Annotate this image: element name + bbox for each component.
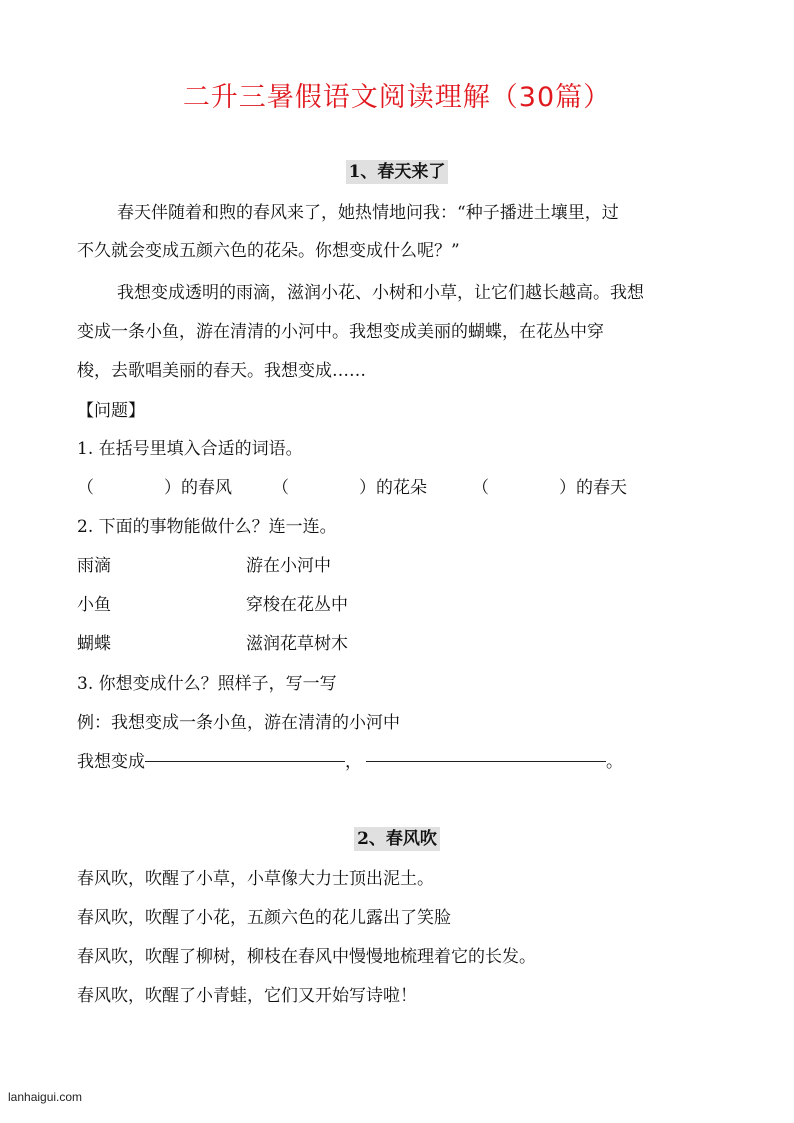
q2-right-item-2[interactable]: 穿梭在花丛中 (246, 595, 348, 615)
section1-para1-line1: 春天伴随着和煦的春风来了，她热情地问我：“种子播进土壤里，过 (117, 203, 619, 223)
q1-blank-2-word: 的花朵 (376, 478, 427, 498)
footer-site: lanhaigui.com (8, 1090, 83, 1104)
section1-heading-wrap (0, 160, 794, 184)
q2-right-item-1[interactable]: 游在小河中 (246, 556, 331, 576)
question-1: 1. 在括号里填入合适的词语。 (77, 439, 303, 459)
section2-heading-wrap (0, 827, 794, 851)
q2-left-item-2[interactable]: 小鱼 (77, 595, 111, 615)
section1-para2-line2: 变成一条小鱼，游在清清的小河中。我想变成美丽的蝴蝶，在花丛中穿 (77, 322, 604, 342)
q3-answer-row (77, 751, 623, 773)
q3-example: 例：我想变成一条小鱼，游在清清的小河中 (77, 713, 400, 733)
q1-blank-3 (472, 477, 627, 499)
q1-blank-2 (272, 477, 427, 499)
q1-blank-1-close: ） (164, 478, 181, 498)
q1-blank-1-word: 的春风 (181, 478, 232, 498)
question-2: 2. 下面的事物能做什么？连一连。 (77, 517, 337, 537)
q2-left-item-1[interactable]: 雨滴 (77, 556, 111, 576)
q3-answer-prefix: 我想变成 (77, 752, 145, 772)
q1-blank-3-word: 的春天 (576, 478, 627, 498)
q2-right-item-3[interactable]: 滋润花草树木 (246, 634, 348, 654)
question-3: 3. 你想变成什么？照样子，写一写 (77, 674, 337, 694)
document-title: 二升三暑假语文阅读理解（30篇） (182, 82, 612, 113)
q3-answer-blank-1[interactable] (145, 761, 345, 762)
q1-blank-3-open: （ (472, 478, 489, 498)
q1-blank-2-open: （ (272, 478, 289, 498)
section2-line-2: 春风吹，吹醒了小花，五颜六色的花儿露出了笑脸 (77, 908, 451, 928)
q3-answer-end: 。 (606, 752, 623, 772)
section1-para1-line2: 不久就会变成五颜六色的花朵。你想变成什么呢？” (77, 241, 460, 261)
q2-left-item-3[interactable]: 蝴蝶 (77, 634, 111, 654)
section1-para2-line1: 我想变成透明的雨滴，滋润小花、小树和小草，让它们越长越高。我想 (117, 283, 644, 303)
section2-line-4: 春风吹，吹醒了小青蛙，它们又开始写诗啦！ (77, 986, 417, 1006)
questions-label: 【问题】 (77, 401, 145, 421)
section1-heading: 1、春天来了 (346, 160, 449, 184)
section1-para2-line3: 梭，去歌唱美丽的春天。我想变成…… (77, 361, 366, 381)
q1-blank-1-open: （ (77, 478, 94, 498)
section2-line-3: 春风吹，吹醒了柳树，柳枝在春风中慢慢地梳理着它的长发。 (77, 947, 536, 967)
q1-blank-1 (77, 477, 232, 499)
q3-answer-blank-2[interactable] (366, 761, 606, 762)
section2-line-1: 春风吹，吹醒了小草，小草像大力士顶出泥土。 (77, 869, 434, 889)
section2-heading: 2、春风吹 (354, 827, 440, 851)
q1-blank-3-close: ） (559, 478, 576, 498)
q1-blank-2-close: ） (359, 478, 376, 498)
q3-answer-comma: ， (345, 752, 362, 772)
